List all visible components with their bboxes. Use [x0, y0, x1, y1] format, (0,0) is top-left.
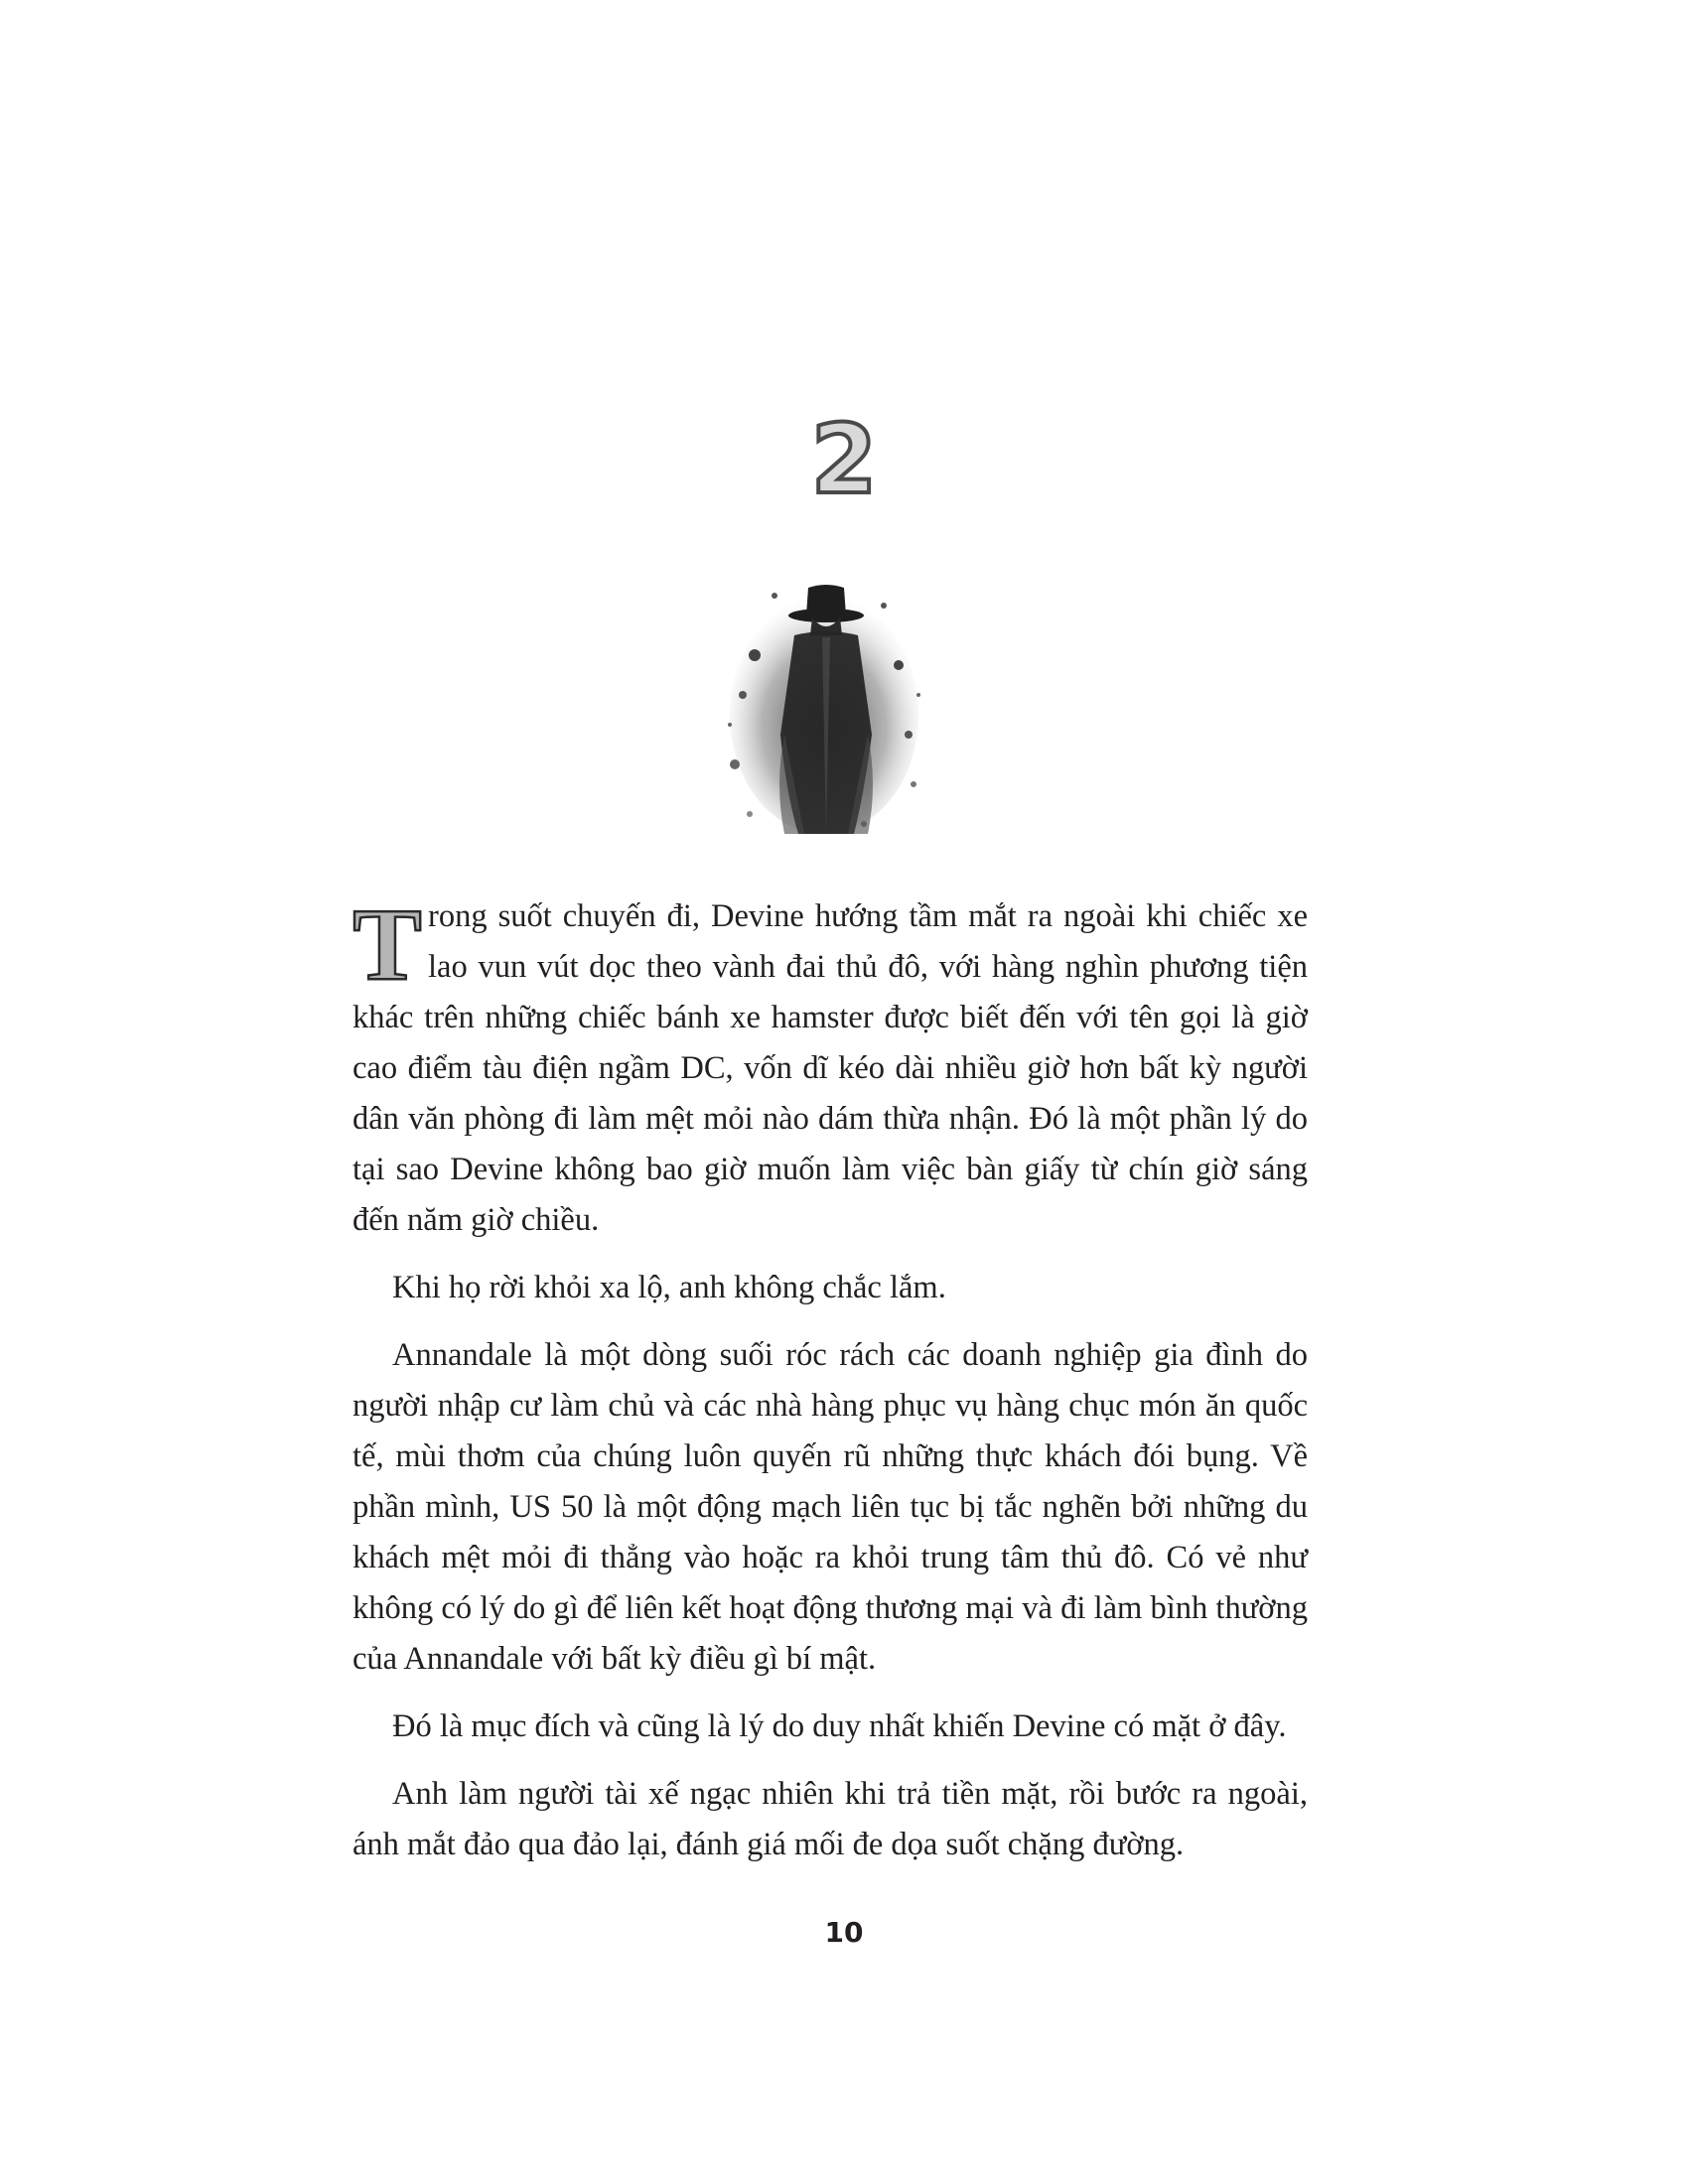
paragraph-3: Annandale là một dòng suối róc rách các doanh nghiệp gia đình do người nhập cư làm chủ và các nhà hàng phục vụ hàng chục món ăn quốc tế, mùi thơm của chúng luôn quyến rũ những thực khách đói bụng. Về phần mình, US 50 là một động mạch liên tục bị tắc nghẽn bởi những du khách mệt mỏi đi thẳng vào hoặc ra khỏi trung tâm thủ đô. Có vẻ như không có lý do gì để liên kết hoạt động thương mại và đi làm bình thường của Annandale với bất kỳ điều gì bí mật. [352, 1337, 1308, 1677]
svg-text:T: T [352, 895, 422, 991]
chapter-body-text [352, 891, 1308, 1887]
drop-cap-letter [352, 895, 422, 991]
silhouette-in-hat-icon [715, 536, 933, 844]
chapter-number: 2 [810, 404, 878, 515]
paragraph-1 [352, 891, 1308, 1246]
paragraph-text: rong suốt chuyến đi, Devine hướng tầm mắt ra ngoài khi chiếc xe lao vun vút dọc theo vành đai thủ đô, với hàng nghìn phương tiện khác trên những chiếc bánh xe hamster được biết đến với tên gọi là giờ cao điểm tàu điện ngầm DC, vốn dĩ kéo dài nhiều giờ hơn bất kỳ người dân văn phòng đi làm mệt mỏi nào dám thừa nhận. Đó là một phần lý do tại sao Devine không bao giờ muốn làm việc bàn giấy từ chín giờ sáng đến năm giờ chiều. [352, 898, 1308, 1238]
paragraph-2: Khi họ rời khỏi xa lộ, anh không chắc lắm. [392, 1270, 946, 1305]
page-number: 10 [824, 1916, 864, 1949]
paragraph-5: Anh làm người tài xế ngạc nhiên khi trả tiền mặt, rồi bước ra ngoài, ánh mắt đảo qua đảo lại, đánh giá mối đe dọa suốt chặng đường. [352, 1776, 1308, 1862]
paragraph-4: Đó là mục đích và cũng là lý do duy nhất khiến Devine có mặt ở đây. [392, 1708, 1287, 1744]
